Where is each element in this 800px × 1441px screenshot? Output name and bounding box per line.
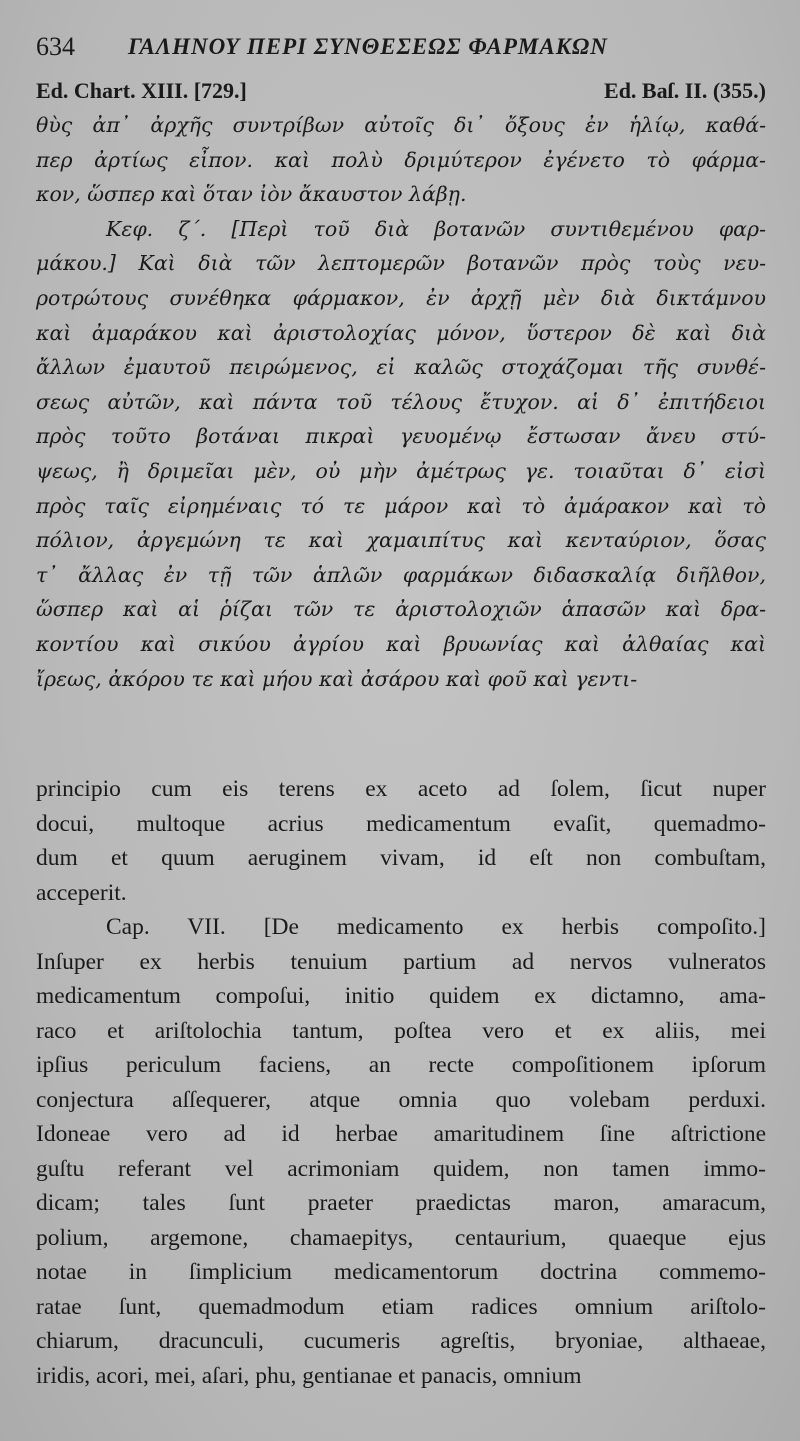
greek-text-line: ροτρώτους συνέθηκα φάρμακον, ἐν ἀρχῇ μὲν διὰ δικτάμνου bbox=[36, 285, 766, 310]
latin-text-line: dum et quum aeruginem vivam, id eſt non combuſtam, bbox=[36, 845, 766, 871]
greek-text-line: πόλιον, ἀργεμώνη τε καὶ χαμαιπίτυς καὶ κενταύριον, ὅσας bbox=[36, 528, 766, 553]
greek-text-line: κοντίου καὶ σικύου ἀγρίου καὶ βρυωνίας καὶ ἀλθαίας καὶ bbox=[36, 631, 766, 656]
page-number: 634 bbox=[36, 32, 75, 61]
latin-text-line: Cap. VII. [De medicamento ex herbis compoſito.] bbox=[106, 914, 766, 940]
greek-text-line: πρὸς ταῖς εἰρημέναις τό τε μάρον καὶ τὸ ἀμάρακον καὶ τὸ bbox=[36, 493, 766, 518]
latin-text-line: guſtu referant vel acrimoniam quidem, non tamen immo- bbox=[36, 1155, 766, 1182]
latin-text-line: Idoneae vero ad id herbae amaritudinem ſine aſtrictione bbox=[36, 1121, 766, 1147]
greek-text-line: θὺς ἀπ᾽ ἀρχῆς συντρίβων αὐτοῖς δι᾽ ὄξους ἐν ἡλίῳ, καθά- bbox=[36, 113, 766, 137]
latin-text-line: polium, argemone, chamaepitys, centaurium, quaeque ejus bbox=[36, 1224, 766, 1251]
latin-text-line: acceperit. bbox=[36, 879, 127, 906]
greek-text-line: τ᾽ ἄλλας ἐν τῇ τῶν ἁπλῶν φαρμάκων διδασκαλίᾳ διῆλθον, bbox=[36, 562, 766, 587]
latin-text-line: raco et ariſtolochia tantum, poſtea vero et ex aliis, mei bbox=[36, 1017, 766, 1044]
latin-text-line: conjectura aſſequerer, atque omnia quo volebam perduxi. bbox=[36, 1086, 766, 1113]
greek-text-line: καὶ ἀμαράκου καὶ ἀριστολοχίας μόνον, ὕστερον δὲ καὶ διὰ bbox=[36, 320, 766, 345]
latin-text-line: dicam; tales ſunt praeter praedictas maron, amaracum, bbox=[36, 1190, 766, 1216]
greek-text-line: κον, ὥσπερ καὶ ὅταν ἰὸν ἄκαυστον λάβῃ. bbox=[36, 182, 467, 207]
greek-text-line: σεως αὐτῶν, καὶ πάντα τοῦ τέλους ἔτυχον. αἱ δ᾽ ἐπιτήδειοι bbox=[36, 389, 766, 414]
greek-text-line: ὥσπερ καὶ αἱ ῥίζαι τῶν τε ἀριστολοχιῶν ἁπασῶν καὶ δρα- bbox=[36, 597, 766, 622]
greek-text-line: ἄλλων ἐμαυτοῦ πειρώμενος, εἰ καλῶς στοχάζομαι τῆς συνθέ- bbox=[36, 355, 766, 380]
greek-text-line: ψεως, ἢ δριμεῖαι μὲν, οὐ μὴν ἀμέτρως γε. τοιαῦται δ᾽ εἰσὶ bbox=[36, 458, 766, 483]
edition-reference-chartier: Ed. Chart. XIII. [729.] bbox=[36, 78, 247, 103]
latin-text-line: medicamentum compoſui, initio quidem ex dictamno, ama- bbox=[36, 983, 766, 1009]
latin-text-line: Inſuper ex herbis tenuium partium ad nervos vulneratos bbox=[36, 948, 766, 975]
latin-text-line: docui, multoque acrius medicamentum evaſit, quemadmo- bbox=[36, 810, 766, 837]
greek-text-line: πρὸς τοῦτο βοτάναι πικραὶ γευομένῳ ἔστωσαν ἄνευ στύ- bbox=[36, 424, 766, 449]
latin-text-line: ratae ſunt, quemadmodum etiam radices omnium ariſtolo- bbox=[36, 1293, 766, 1320]
greek-text-line: ἴρεως, ἀκόρου τε καὶ μήου καὶ ἀσάρου καὶ φοῦ καὶ γεντι- bbox=[36, 666, 638, 691]
greek-text-line: περ ἀρτίως εἶπον. καὶ πολὺ δριμύτερον ἐγένετο τὸ φάρμα- bbox=[36, 147, 766, 172]
latin-text-line: chiarum, dracunculi, cucumeris agreſtis, bryoniae, althaeae, bbox=[36, 1328, 766, 1354]
page-header bbox=[36, 30, 756, 70]
latin-text-line: notae in ſimplicium medicamentorum doctrina commemo- bbox=[36, 1259, 766, 1285]
greek-text-block bbox=[36, 108, 766, 696]
greek-text-line: Κεφ. ζ΄. [Περὶ τοῦ διὰ βοτανῶν συντιθεμένου φαρ- bbox=[106, 216, 766, 241]
edition-reference-row bbox=[36, 78, 766, 108]
latin-text-line: iridis, acori, mei, aſari, phu, gentianae et panacis, omnium bbox=[36, 1362, 582, 1389]
running-title: ΓΑΛΗΝΟΥ ΠΕΡΙ ΣΥΝΘΕΣΕΩΣ ΦΑΡΜΑΚΩΝ bbox=[128, 34, 608, 59]
latin-text-block bbox=[36, 772, 766, 1393]
latin-text-line: ipſius periculum faciens, an recte compoſitionem ipſorum bbox=[36, 1052, 766, 1078]
latin-text-line: principio cum eis terens ex aceto ad ſolem, ſicut nuper bbox=[36, 776, 766, 802]
greek-text-line: μάκου.] Καὶ διὰ τῶν λεπτομερῶν βοτανῶν πρὸς τοὺς νευ- bbox=[36, 251, 766, 276]
edition-reference-basel: Ed. Baſ. II. (355.) bbox=[604, 78, 766, 103]
